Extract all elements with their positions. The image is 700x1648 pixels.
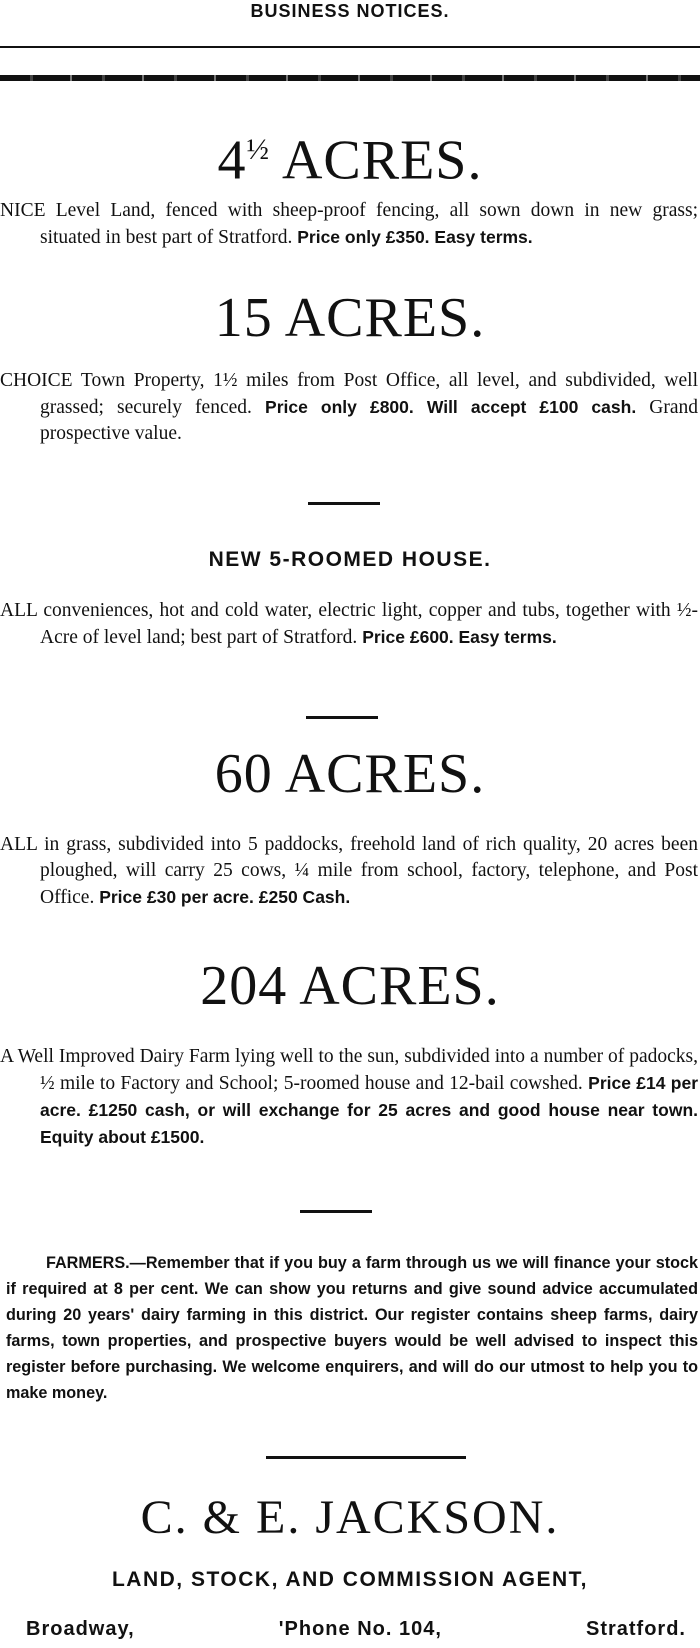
listing-2-price: Price only £800. Will accept £100 cash. (265, 397, 637, 417)
divider-3 (300, 1210, 372, 1213)
firm-address-row (26, 1618, 686, 1641)
divider-1 (308, 502, 380, 505)
listing-2-heading: 15 ACRES. (214, 287, 486, 349)
listing-5-heading: 204 ACRES. (200, 955, 500, 1017)
firm-phone: 'Phone No. 104, (278, 1618, 442, 1640)
firm-town: Stratford. (585, 1618, 686, 1640)
firm-street: Broadway, (26, 1618, 135, 1640)
listing-1-heading (0, 120, 700, 191)
listing-1-text: NICE Level Land, fenced with sheep-proof fencing, all sown down in new grass; situated in best part of Stratford. (0, 200, 698, 248)
listing-5-text: A Well Improved Dairy Farm lying well to the sun, subdivided into a number of padocks, ½ mile to Factory and School; 5-roomed house and 12-bail cowshed. (0, 1046, 698, 1094)
listing-5-body (0, 1044, 698, 1151)
listing-3-price: Price £600. Easy terms. (362, 627, 557, 647)
listing-4-heading: 60 ACRES. (214, 743, 486, 805)
firm-title: LAND, STOCK, AND COMMISSION AGENT, (111, 1568, 589, 1591)
header-rule (0, 46, 700, 48)
listing-3-body (0, 598, 698, 651)
divider-2 (306, 716, 378, 719)
farmers-notice: FARMERS.—Remember that if you buy a farm through us we will finance your stock if required at 8 per cent. We can show you returns and give sound advice accumulated during 20 years' dairy farming in this district. Our register contains sheep farms, dairy farms, town properties, and prospective buyers would be well advised to inspect this register before purchasing. We welcome enquirers, and will do our utmost to help you to make money. (6, 1254, 698, 1402)
listing-1-price: Price only £350. Easy terms. (297, 227, 533, 247)
firm-name: C. & E. JACKSON. (140, 1491, 560, 1544)
listing-5-price: Price £14 per acre. £1250 cash, or will exchange for 25 acres and good house near town. Equity about £1500. (40, 1073, 699, 1147)
listing-2-text-after: Grand prospective value. (40, 397, 699, 444)
header-thick-rule (0, 75, 700, 81)
listing-1-heading-unit: ACRES. (270, 129, 483, 192)
listing-4-body (0, 832, 698, 911)
listing-2-text: CHOICE Town Property, 1½ miles from Post Office, all level, and subdivided, well grassed; securely fenced. (0, 370, 698, 418)
listing-3-heading: NEW 5-ROOMED HOUSE. (208, 548, 492, 571)
section-title: BUSINESS NOTICES. (250, 1, 450, 21)
listing-4-price: Price £30 per acre. £250 Cash. (99, 887, 351, 907)
listing-1-body (0, 198, 698, 251)
listing-1-heading-fraction: ½ (246, 133, 271, 166)
listing-3-text: ALL conveniences, hot and cold water, electric light, copper and tubs, together with ½-Acre of level land; best part of Stratford. (0, 600, 698, 648)
listing-1-heading-number: 4 (217, 129, 247, 192)
divider-4 (266, 1456, 466, 1459)
listing-2-body (0, 368, 698, 447)
listing-4-text: ALL in grass, subdivided into 5 paddocks, freehold land of rich quality, 20 acres been ploughed, will carry 25 cows, ¼ mile from school, factory, telephone, and Post Office. (0, 834, 698, 908)
